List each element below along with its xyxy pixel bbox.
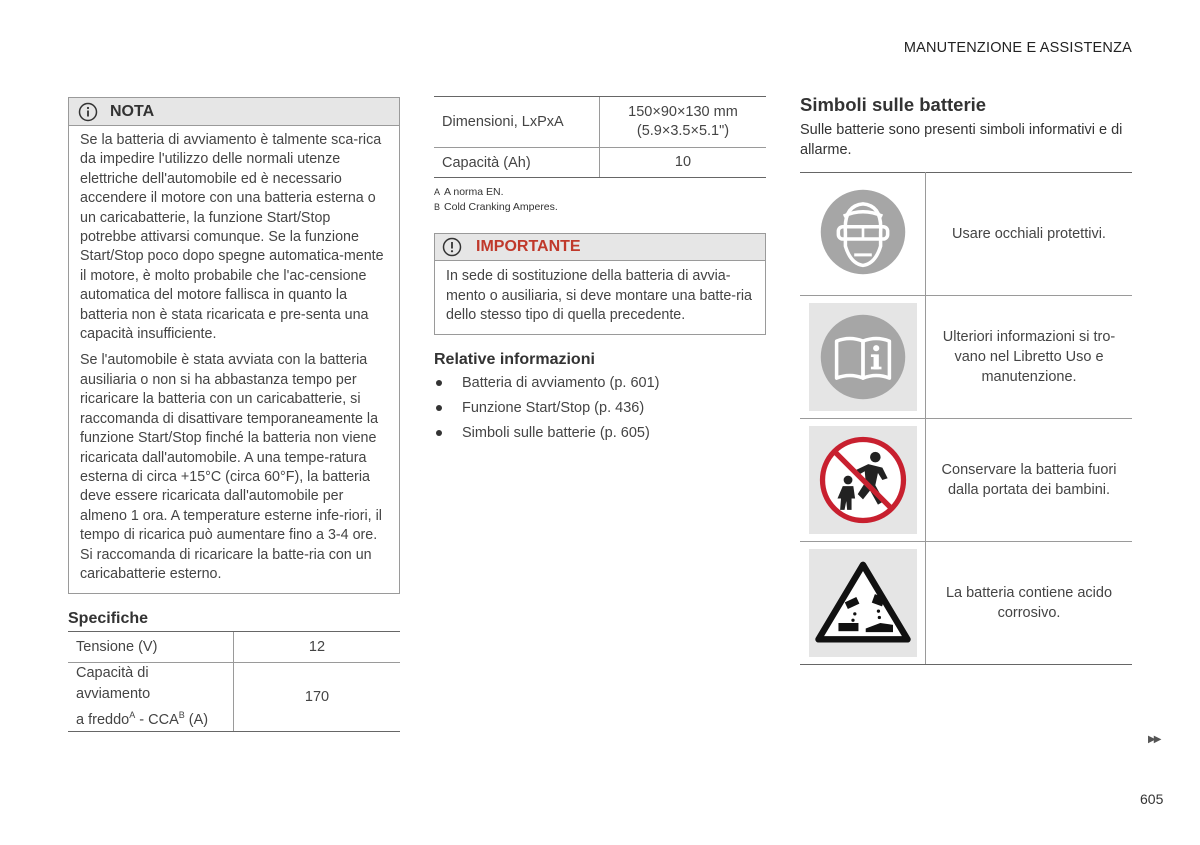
footnote-letter: B — [434, 202, 441, 212]
specifiche-heading: Specifiche — [68, 610, 149, 627]
table-row — [800, 419, 1132, 542]
dim-value-inch: (5.9×3.5×5.1") — [636, 123, 730, 139]
spec-label-cca-pre: a freddo — [76, 711, 130, 728]
footnote-b — [434, 200, 558, 215]
relative-list — [434, 370, 659, 445]
bullet-icon — [436, 430, 442, 436]
table-row — [68, 663, 400, 732]
link-simboli-batterie[interactable]: Simboli sulle batterie (p. 605) — [462, 424, 650, 441]
symbol-cell — [800, 419, 926, 542]
table-row — [800, 173, 1132, 296]
symbol-text: La batteria contiene acido corrosivo. — [926, 542, 1133, 665]
nota-paragraph-2: Se l'automobile è stata avviata con la batteria ausiliaria o non si ha abbastanza tempo per ricaricare la batteria con un caricabatterie, si raccomanda di disattivare temporaneamente la funzione Start/Stop finché la batteria non viene ricaricata dall'automobile. A una tempe-ratura esterna di circa +15°C (circa 60°F), la batteria deve essere ricaricata dall'automobile per almeno 1 ora. A temperature esterne infe-riori, il tempo di ricarica può aumentare fino a 3-4 ore. Si raccomanda di ricaricare la batte-ria con un caricabatterie esterno. — [80, 352, 382, 582]
dim-value — [600, 97, 767, 148]
symbol-cell — [800, 296, 926, 419]
simboli-intro: Sulle batterie sono presenti simboli informativi e di allarme. — [800, 122, 1123, 158]
dim-value-mm: 150×90×130 mm — [628, 104, 738, 120]
continue-arrow-icon: ▶▶ — [1148, 734, 1160, 745]
nota-paragraph-1: Se la batteria di avviamento è talmente sca-rica da impedire l'utilizzo delle normali utenze elettriche dell'automobile ed è necessario accendere il motore con una batteria esterna o un caricabatterie, la funzione Start/Stop potrebbe attivarsi comunque. Se la funzione Start/Stop poco dopo spegne automatica-mente il motore, è molto probabile che l'ac-censione automatica del motore fallisca in quanto la batteria non è stata ricaricata e pre-senta una capacità insufficiente. — [80, 132, 384, 343]
relative-heading: Relative informazioni — [434, 351, 595, 368]
symbol-cell — [800, 173, 926, 296]
corrosive-acid-icon — [813, 559, 913, 647]
symbol-text: Conservare la batteria fuori dalla portata dei bambini. — [926, 419, 1133, 542]
spec-label-cca-line1: Capacità di avviamento — [76, 665, 151, 702]
icon-background — [809, 303, 917, 411]
nota-header — [69, 98, 399, 126]
nota-title: NOTA — [110, 102, 155, 120]
footnote-ref-a: A — [129, 710, 136, 720]
table-row — [800, 296, 1132, 419]
nota-body — [69, 126, 399, 584]
list-item[interactable] — [434, 420, 659, 445]
importante-box — [434, 233, 766, 335]
symbol-text: Ulteriori informazioni si tro-vano nel Libretto Uso e manutenzione. — [926, 296, 1133, 419]
safety-goggles-icon — [819, 188, 907, 276]
list-item[interactable] — [434, 370, 659, 395]
manual-info-icon — [819, 313, 907, 401]
table-row — [434, 97, 766, 148]
table-row — [800, 542, 1132, 665]
simboli-table — [800, 172, 1132, 665]
spec-label-cca-mid: - CCA — [135, 711, 179, 728]
specifiche-table — [68, 631, 400, 732]
footnote-text: Cold Cranking Amperes. — [444, 201, 558, 213]
page-number: 605 — [1140, 791, 1164, 807]
spec-label-tensione: Tensione (V) — [68, 632, 234, 663]
symbol-text: Usare occhiali protettivi. — [926, 173, 1133, 296]
dimensions-table — [434, 96, 766, 178]
footnote-letter: A — [434, 187, 441, 197]
bullet-icon — [436, 380, 442, 386]
footnote-text: A norma EN. — [444, 186, 504, 198]
spec-value-tensione: 12 — [234, 632, 401, 663]
spec-label-cca — [68, 663, 234, 732]
importante-title: IMPORTANTE — [476, 238, 581, 255]
dim-label: Dimensioni, LxPxA — [434, 97, 600, 148]
spec-label-cca-post: (A) — [184, 711, 209, 728]
warning-icon — [442, 237, 462, 257]
info-icon — [78, 102, 98, 122]
table-row — [434, 148, 766, 178]
table-row — [68, 632, 400, 663]
simboli-heading: Simboli sulle batterie — [800, 94, 987, 115]
icon-background — [809, 549, 917, 657]
importante-header — [435, 234, 765, 261]
importante-text: In sede di sostituzione della batteria di avvia-mento o ausiliaria, si deve montare una batte-ria dello stesso tipo di quella precedente. — [446, 268, 752, 323]
list-item[interactable] — [434, 395, 659, 420]
link-batteria-avviamento[interactable]: Batteria di avviamento (p. 601) — [462, 374, 660, 391]
icon-background — [809, 426, 917, 534]
no-children-icon — [819, 436, 907, 524]
capacity-label: Capacità (Ah) — [434, 148, 600, 178]
footnotes — [434, 185, 558, 215]
symbol-cell — [800, 542, 926, 665]
footnote-ref-b: B — [178, 710, 185, 720]
link-start-stop[interactable]: Funzione Start/Stop (p. 436) — [462, 399, 645, 416]
bullet-icon — [436, 405, 442, 411]
section-header: MANUTENZIONE E ASSISTENZA — [903, 40, 1132, 56]
capacity-value: 10 — [600, 148, 767, 178]
nota-box — [68, 97, 400, 594]
spec-value-cca: 170 — [234, 663, 401, 732]
footnote-a — [434, 185, 558, 200]
